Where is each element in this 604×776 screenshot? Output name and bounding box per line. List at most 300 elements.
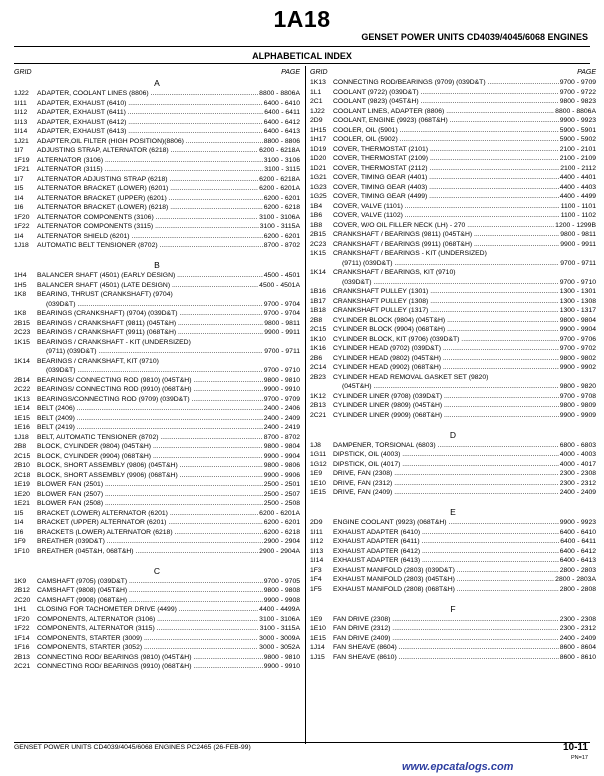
entry-grid: 1E15: [310, 489, 326, 496]
entry-page: 9800 - 9811: [560, 231, 596, 238]
entry-description: ADAPTER, EXHAUST (6410) .....: [37, 99, 263, 109]
entry-page: 9900 - 9923: [559, 519, 596, 526]
entry-page: 6200 - 6218: [263, 204, 300, 211]
index-title: ALPHABETICAL INDEX: [252, 51, 352, 61]
left-index-column: [14, 68, 300, 672]
entry-description: ALTERNATOR ADJUSTING STRAP (6218) .....: [37, 175, 258, 185]
entry-grid: [310, 259, 333, 269]
index-entry: [14, 203, 300, 213]
index-entry: [14, 232, 300, 242]
entry-grid: 1K12: [310, 392, 326, 400]
entry-page: 9900 - 9908: [263, 596, 300, 604]
entry-grid: 1K15: [310, 250, 326, 257]
entry-grid: 1E14: [14, 405, 30, 412]
index-entry: [310, 268, 596, 278]
entry-grid: 1G21: [310, 174, 327, 181]
index-entry: [310, 615, 596, 625]
index-entry: [14, 137, 300, 147]
entry-description: CAMSHAFT (9705) (039D&T) .....: [37, 577, 263, 587]
entry-grid: 1J22: [14, 90, 29, 97]
index-entry: [14, 471, 300, 481]
entry-description: BEARINGS / CRANKSHAFT - KIT (UNDERSIZED): [37, 338, 191, 346]
entry-description: CRANKSHAFT / BEARINGS (9911) (068T&H) .....: [333, 240, 559, 250]
index-entry: [14, 615, 300, 625]
index-entry: [14, 528, 300, 538]
entry-description: CONNECTING ROD/BEARINGS (9709) (039D&T) .....: [333, 78, 559, 88]
entry-grid: 2C15: [310, 326, 327, 333]
index-entry: [14, 118, 300, 128]
entry-grid: 1F3: [310, 566, 322, 574]
entry-page: 1200 - 1299B: [555, 221, 596, 229]
index-entry: [14, 328, 300, 338]
index-entry: [14, 357, 300, 367]
entry-grid: 1I13: [14, 118, 28, 126]
catalog-code-title: 1A18: [273, 6, 331, 32]
index-entry: [14, 518, 300, 528]
entry-description: CRANKSHAFT PULLEY (1308) .....: [333, 297, 559, 307]
entry-description: CONNECTING ROD/ BEARINGS (9910) (068T&H) .....: [37, 662, 263, 672]
entry-page: 6200 - 6218A: [259, 175, 300, 183]
index-entry: [14, 184, 300, 194]
entry-grid: 1I5: [14, 509, 24, 517]
entry-grid: 1I5: [14, 185, 24, 192]
entry-grid: 1E19: [14, 481, 30, 488]
entry-grid: 1J14: [310, 644, 325, 651]
entry-description: COOLANT (9823) (045T&H) .....: [333, 97, 559, 107]
section-letter: E: [450, 507, 456, 517]
index-entry: [14, 99, 300, 109]
entry-grid: 2B13: [310, 402, 326, 409]
index-entry: [14, 547, 300, 557]
entry-page: 9700 - 9704: [263, 300, 300, 308]
index-entry: [310, 382, 596, 392]
entry-page: 9700 - 9709: [559, 79, 596, 86]
index-entry: [310, 450, 596, 460]
index-entry: [310, 287, 596, 297]
section-letter: C: [153, 565, 161, 576]
entry-description: CONNECTING ROD/ BEARINGS (9810) (045T&H) .....: [37, 653, 263, 663]
index-entry: [310, 249, 596, 259]
entry-description: BREATHER (039D&T) .....: [37, 537, 263, 547]
entry-page: 9900 - 9904: [559, 326, 596, 333]
entry-description: CRANKSHAFT PULLEY (1301) .....: [333, 287, 559, 297]
entry-description: COVER, THERMOSTAT (2101) .....: [333, 145, 559, 155]
index-entry: [310, 192, 596, 202]
entry-grid: 1I6: [14, 528, 24, 536]
entry-page: 2400 - 2406: [263, 405, 300, 412]
index-entry: [310, 202, 596, 212]
entry-page: 9900 - 9911: [264, 329, 300, 336]
index-entry: [310, 306, 596, 316]
entry-description: CAMSHAFT (9808) (045T&H) .....: [37, 586, 263, 596]
entry-grid: 1H15: [310, 126, 327, 134]
watermark-url: www.epcatalogs.com: [402, 761, 514, 773]
entry-grid: 1F22: [14, 223, 30, 230]
entry-page: 8600 - 8604: [559, 644, 596, 651]
entry-page: 1300 - 1317: [559, 307, 596, 314]
entry-description: ADJUSTING STRAP, ALTERNATOR (6218) .....: [37, 146, 258, 156]
entry-grid: [14, 366, 37, 376]
entry-page: 4400 - 4401: [559, 174, 596, 181]
entry-grid: 1I11: [310, 528, 323, 536]
entry-page: 8800 - 8806: [263, 137, 300, 145]
entry-description: BEARINGS/CONNECTING ROD (9709) (039D&T) .....: [37, 395, 263, 405]
entry-page: 4500 - 4501: [263, 272, 300, 279]
entry-page: 2900 - 2904A: [259, 547, 300, 555]
entry-grid: 1B18: [310, 307, 326, 314]
entry-page: 2100 - 2112: [560, 164, 596, 172]
entry-page: 9800 - 9823: [559, 98, 596, 105]
entry-grid: 1I7: [14, 147, 24, 154]
index-entry: [14, 404, 300, 414]
entry-grid: 1E16: [14, 424, 30, 431]
entry-description: ALTERNATOR BRACKET (LOWER) (6218) .....: [37, 203, 263, 213]
section-gap: [310, 498, 596, 508]
entry-grid: 1F21: [14, 166, 30, 173]
entry-grid: 1J22: [310, 107, 325, 115]
entry-description: BALANCER SHAFT (4501) (EARLY DESIGN) .....: [37, 271, 263, 281]
entry-description: COOLER, OIL (5902) .....: [333, 135, 559, 145]
entry-page: 9700 - 9710: [559, 278, 596, 286]
entry-page: 2100 - 2109: [559, 155, 596, 162]
index-entry: [310, 441, 596, 451]
index-entry: [310, 107, 596, 117]
entry-grid: 1K16: [310, 345, 326, 352]
entry-page: 9900 - 9909: [559, 411, 596, 419]
entry-grid: 1K14: [14, 357, 30, 365]
grid-column-label: GRID: [310, 69, 328, 76]
entry-description: FAN DRIVE (2409) .....: [333, 634, 559, 644]
entry-grid: 2B8: [14, 443, 27, 450]
entry-description: ALTERNATOR (3106) .....: [37, 156, 263, 166]
index-entry: [14, 509, 300, 519]
entry-page: 2500 - 2507: [263, 490, 300, 498]
entry-page: 9700 - 9704: [263, 310, 300, 317]
entry-grid: 1I4: [14, 519, 24, 526]
entry-grid: 2C22: [14, 386, 31, 393]
entry-page: 6400 - 6412: [263, 118, 300, 126]
entry-description: ALTERNATOR BRACKET (UPPER) (6201) .....: [37, 194, 263, 204]
index-entry: [14, 127, 300, 137]
entry-description: COVER, TIMING GEAR (4401) .....: [333, 173, 559, 183]
entry-description: BELT (2406) .....: [37, 404, 263, 414]
index-entry: [310, 278, 596, 288]
entry-page: 3100 - 3106A: [259, 213, 300, 221]
section-gap: [310, 420, 596, 430]
index-entry: [310, 126, 596, 136]
page-column-label: PAGE: [577, 69, 596, 76]
index-entry: [310, 401, 596, 411]
entry-page: 6200 - 6201: [263, 194, 300, 202]
entry-grid: 1D21: [310, 164, 327, 172]
entry-description: BLOWER FAN (2507) .....: [37, 490, 263, 500]
entry-grid: 2C14: [310, 364, 327, 371]
entry-page: 3000 - 3052A: [259, 644, 300, 651]
entry-grid: 2D9: [310, 117, 323, 124]
entry-grid: 1I14: [310, 557, 324, 564]
entry-page: 6400 - 6410: [559, 528, 596, 536]
index-entry: [14, 395, 300, 405]
right-column-header: [310, 68, 596, 78]
entry-grid: [14, 300, 37, 310]
entry-page: 9900 - 9910: [263, 663, 300, 670]
entry-page: 9700 - 9709: [263, 395, 300, 403]
entry-page: 2300 - 2308: [559, 470, 596, 477]
entry-grid: 1B17: [310, 297, 326, 305]
entry-page: 1300 - 1301: [559, 288, 596, 295]
index-entry: [14, 347, 300, 357]
entry-grid: 2B13: [14, 653, 30, 661]
entry-grid: 1G25: [310, 193, 327, 200]
index-entry: [14, 662, 300, 672]
entry-description: BEARINGS (CRANKSHAFT) (9704) (039D&T) .....: [37, 309, 263, 319]
index-entry: [310, 221, 596, 231]
index-entry: [14, 165, 300, 175]
entry-grid: 1I4: [14, 232, 24, 240]
entry-description: COVER, TIMING GEAR (4403) .....: [333, 183, 559, 193]
entry-page: 6400 - 6413: [559, 557, 596, 564]
entry-page: 3100 - 3115A: [259, 625, 300, 632]
entry-description: BLOCK, SHORT ASSEMBLY (9806) (045T&H) .....: [37, 461, 263, 471]
entry-page: 4000 - 4003: [559, 451, 596, 458]
entry-grid: 1K13: [14, 395, 30, 403]
entry-page: 6200 - 6201: [263, 232, 300, 240]
entry-description: CRANKSHAFT PULLEY (1317) .....: [333, 306, 559, 316]
index-entry: [310, 164, 596, 174]
entry-page: 9700 - 9702: [559, 345, 596, 352]
index-entry: [14, 499, 300, 509]
entry-description: (039D&T) .....: [333, 278, 559, 288]
index-title-rule: [14, 63, 590, 64]
entry-page: 6400 - 6410: [263, 99, 300, 107]
index-entry: [14, 156, 300, 166]
entry-description: (9711) (039D&T) .....: [37, 347, 263, 357]
entry-description: BRACKET (UPPER) ALTERNATOR (6201) .....: [37, 518, 263, 528]
right-index-column: [310, 68, 596, 662]
index-entry: [310, 518, 596, 528]
entry-description: COVER, THERMOSTAT (2112) .....: [333, 164, 559, 174]
entry-grid: 1I13: [310, 547, 324, 555]
entry-description: COMPONENTS, STARTER (3009) .....: [37, 634, 258, 644]
entry-description: AUTOMATIC BELT TENSIONER (8702) .....: [37, 241, 263, 251]
index-entry: [14, 319, 300, 329]
entry-page: 2500 - 2508: [263, 500, 300, 507]
index-entry: [310, 469, 596, 479]
entry-page: 2300 - 2312: [559, 625, 596, 632]
index-entry: [14, 241, 300, 251]
entry-grid: 1K15: [14, 338, 30, 346]
section-letter: A: [154, 78, 160, 88]
entry-grid: 2D9: [310, 519, 323, 526]
entry-grid: 1B8: [310, 221, 323, 229]
index-entry: [310, 488, 596, 498]
index-entry: [310, 575, 596, 585]
entry-page: 2100 - 2101: [559, 145, 596, 153]
entry-page: 4400 - 4499A: [259, 606, 300, 613]
index-entry: [14, 281, 300, 291]
entry-grid: 2C20: [14, 596, 31, 604]
index-entry: [310, 259, 596, 269]
entry-grid: 1K14: [310, 269, 326, 276]
entry-grid: 1F4: [310, 576, 322, 583]
entry-description: DRIVE, FAN (2308) .....: [333, 469, 559, 479]
entry-description: EXHAUST ADAPTER (6413) .....: [333, 556, 559, 566]
entry-page: 4500 - 4501A: [259, 281, 300, 289]
entry-page: 8700 - 8702: [263, 433, 300, 441]
entry-grid: 1J18: [14, 242, 29, 249]
entry-description: CYLINDER BLOCK, KIT (9706) (039D&T) .....: [333, 335, 559, 345]
index-entry: [310, 392, 596, 402]
entry-grid: 2B15: [14, 319, 30, 327]
entry-description: COMPONENTS, ALTERNATOR (3115) .....: [37, 624, 259, 634]
entry-description: CYLINDER LINER (9909) (068T&H) .....: [333, 411, 559, 421]
entry-grid: 1F20: [14, 213, 30, 221]
section-gap: [14, 556, 300, 566]
entry-description: CYLINDER BLOCK (9904) (068T&H) .....: [333, 325, 559, 335]
entry-description: BREATHER (045T&H, 068T&H) .....: [37, 547, 258, 557]
entry-page: 3100 - 3115: [264, 166, 300, 173]
entry-page: 4400 - 4403: [559, 183, 596, 191]
entry-page: [595, 268, 596, 278]
entry-page: 9800 - 9806: [263, 462, 300, 469]
index-entry: [14, 537, 300, 547]
entry-page: 2900 - 2904: [263, 538, 300, 545]
entry-grid: 1K10: [310, 335, 326, 343]
entry-description: DRIVE, FAN (2312) .....: [333, 479, 559, 489]
index-entry: [310, 643, 596, 653]
index-entry: [310, 183, 596, 193]
entry-grid: 1H17: [310, 136, 327, 143]
entry-grid: 2B12: [14, 587, 30, 594]
entry-description: EXHAUST ADAPTER (6412) .....: [333, 547, 559, 557]
entry-grid: 1H5: [14, 281, 27, 289]
entry-description: BRACKET (LOWER) ALTERNATOR (6201) .....: [37, 509, 258, 519]
index-entry: [14, 194, 300, 204]
section-letter: D: [449, 429, 457, 440]
entry-grid: 2C15: [14, 452, 31, 460]
entry-page: 9800 - 9804: [263, 443, 300, 450]
index-entry: [310, 325, 596, 335]
entry-page: 9700 - 9710: [263, 367, 300, 374]
column-divider: [305, 66, 306, 744]
entry-page: 1100 - 1101: [560, 202, 596, 210]
entry-description: BLOWER FAN (2501) .....: [37, 480, 263, 490]
entry-grid: [310, 382, 333, 392]
index-entry: [14, 452, 300, 462]
entry-grid: 1D20: [310, 155, 327, 162]
entry-page: 6200 - 6218A: [259, 147, 300, 154]
entry-description: BEARINGS / CRANKSHAFT, KIT (9710): [37, 357, 159, 365]
entry-page: 6200 - 6201A: [259, 185, 300, 192]
entry-description: DIPSTICK, OIL (4003) .....: [333, 450, 559, 460]
entry-description: CRANKSHAFT / BEARINGS, KIT (9710): [333, 269, 456, 276]
entry-grid: 1F10: [14, 547, 30, 555]
entry-grid: 1F5: [310, 585, 322, 593]
entry-page: 4400 - 4499: [559, 193, 596, 200]
entry-page: 6400 - 6411: [264, 109, 300, 116]
entry-description: COOLANT (9722) (039D&T) .....: [333, 88, 559, 98]
entry-description: CYLINDER HEAD REMOVAL GASKET SET (9820): [333, 373, 489, 381]
index-entry: [14, 480, 300, 490]
entry-page: 3100 - 3106: [263, 156, 300, 164]
pn-label: PN=17: [571, 755, 588, 761]
entry-grid: 1D19: [310, 145, 327, 153]
entry-grid: 1J15: [310, 653, 325, 661]
index-entry: [14, 376, 300, 386]
index-entry: [310, 653, 596, 663]
catalog-subtitle: GENSET POWER UNITS CD4039/4045/6068 ENGINES: [361, 32, 588, 42]
entry-grid: [14, 347, 37, 357]
index-entry: [310, 211, 596, 221]
index-entry: [310, 460, 596, 470]
index-entry: [310, 528, 596, 538]
entry-description: COOLER, OIL (5901) .....: [333, 126, 559, 136]
entry-grid: 2C1: [310, 98, 323, 105]
entry-page: 9800 - 9811: [264, 319, 300, 327]
entry-page: 9800 - 9810: [263, 376, 300, 384]
index-entry: [14, 213, 300, 223]
entry-description: CAMSHAFT (9908) (068T&H) .....: [37, 596, 263, 606]
entry-grid: 1J21: [14, 137, 29, 145]
entry-description: ADAPTER, EXHAUST (6413) .....: [37, 127, 263, 137]
entry-page: 6800 - 6803: [559, 441, 596, 449]
entry-description: COVER, W/O OIL FILLER NECK (LH) - 270 .....: [333, 221, 554, 231]
entry-description: EXHAUST ADAPTER (6410) .....: [333, 528, 559, 538]
index-entry: [310, 230, 596, 240]
index-entry: [14, 271, 300, 281]
entry-page: [299, 357, 300, 367]
entry-page: 2400 - 2419: [263, 424, 300, 431]
entry-grid: 2C23: [14, 329, 31, 336]
entry-page: [299, 290, 300, 300]
entry-grid: 2B23: [310, 373, 326, 381]
entry-description: EXHAUST MANIFOLD (2808) (068T&H) .....: [333, 585, 559, 595]
entry-grid: 1L1: [310, 88, 322, 96]
entry-page: 6400 - 6412: [559, 547, 596, 555]
entry-page: 2800 - 2808: [559, 585, 596, 593]
entry-page: 5900 - 5902: [559, 136, 596, 143]
entry-description: BLOCK, SHORT ASSEMBLY (9906) (068T&H) .....: [37, 471, 263, 481]
index-entry: [310, 566, 596, 576]
entry-description: BELT (2409) .....: [37, 414, 263, 424]
entry-description: BLOCK, CYLINDER (9804) (045T&H) .....: [37, 442, 263, 452]
entry-page: 9700 - 9722: [559, 88, 596, 96]
entry-description: FAN DRIVE (2312) .....: [333, 624, 559, 634]
index-entry: [14, 653, 300, 663]
entry-grid: 2B6: [310, 354, 323, 362]
entry-page: 2400 - 2409: [559, 634, 596, 642]
entry-description: FAN DRIVE (2308) .....: [333, 615, 559, 625]
entry-grid: 1E9: [310, 470, 323, 477]
entry-page: 5900 - 5901: [559, 126, 596, 134]
entry-description: BEARINGS / CRANKSHAFT (9911) (068T&H) .....: [37, 328, 263, 338]
entry-grid: 1J8: [310, 441, 321, 449]
entry-grid: 1F9: [14, 538, 26, 545]
entry-description: ALTERNATOR SHIELD (6201) .....: [37, 232, 263, 242]
entry-description: CYLINDER LINER (9809) (045T&H) .....: [333, 401, 559, 411]
index-entry: [14, 624, 300, 634]
index-entry: [310, 354, 596, 364]
entry-grid: 1K8: [14, 291, 27, 298]
entry-grid: 1E15: [14, 414, 30, 422]
entry-description: BELT, AUTOMATIC TENSIONER (8702) .....: [37, 433, 263, 443]
entry-grid: 2C23: [310, 240, 327, 248]
entry-description: COMPONENTS, STARTER (3052) .....: [37, 643, 258, 653]
entry-page: 9700 - 9711: [560, 259, 596, 267]
entry-page: 6200 - 6201: [263, 519, 300, 526]
entry-page: 9800 - 9810: [263, 653, 300, 661]
entry-page: 9800 - 9809: [559, 402, 596, 409]
